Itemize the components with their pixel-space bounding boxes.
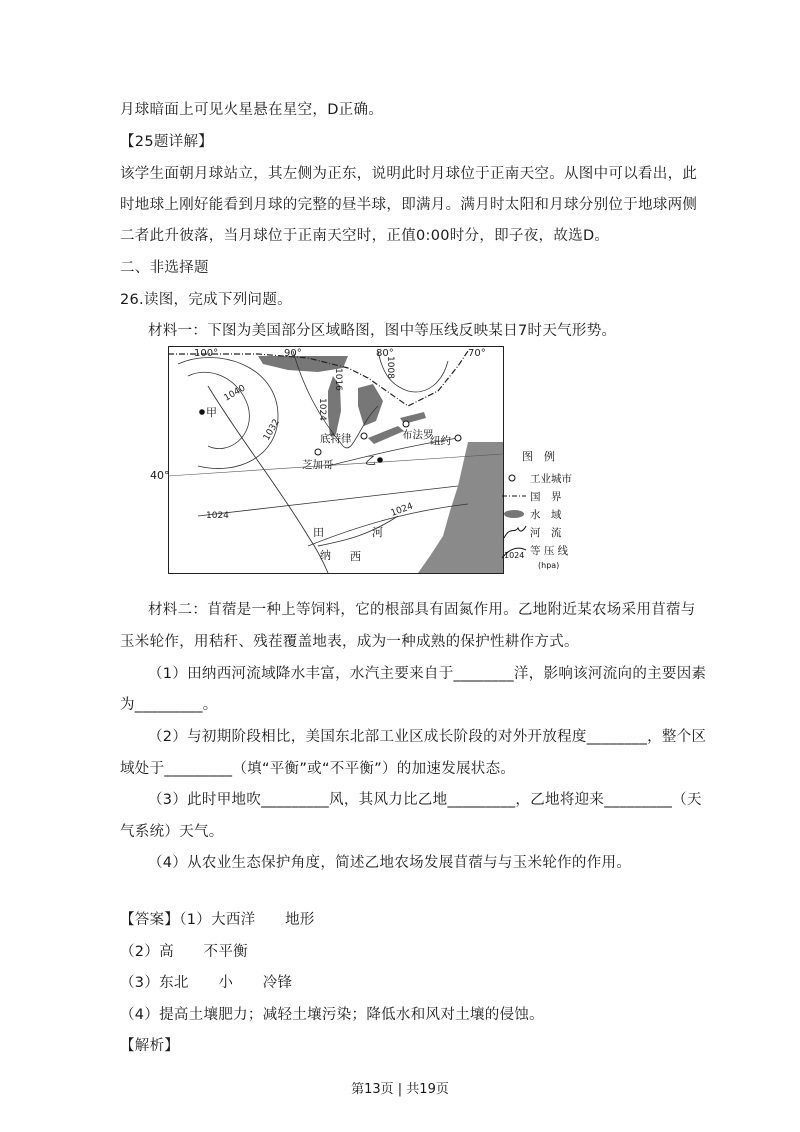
legend-river: 河 流 <box>530 527 562 539</box>
us-region-map <box>168 346 504 574</box>
legend-city-icon <box>509 475 515 481</box>
city-detroit: 底特律 <box>320 433 352 445</box>
lon-label: 90° <box>284 348 302 359</box>
city-buffalo: 布法罗 <box>402 429 434 441</box>
question-4: （4）从农业生态保护角度，简述乙地农场发展苜蓿与与玉米轮作的作用。 <box>148 855 632 871</box>
isobar-label: 1024 <box>206 511 229 521</box>
isobar-label: 1040 <box>222 383 248 404</box>
answer-line: （4）提高土壤肥力；减轻土壤污染；降低水和风对土壤的侵蚀。 <box>120 1007 544 1023</box>
text-line: 二者此升彼落，当月球位于正南天空时，正值0:00时分，即子夜，故选D。 <box>120 228 610 244</box>
text-line: 气系统）天气。 <box>120 824 224 840</box>
section-heading: 【25题详解】 <box>120 134 214 150</box>
text-line: 该学生面朝月球站立，其左侧为正东，说明此时月球位于正南天空。从图中可以看出，此 <box>120 166 698 182</box>
isobar-label: 1016 <box>333 368 343 391</box>
city-detroit-marker <box>361 433 367 439</box>
city-newyork-marker <box>455 435 461 441</box>
map-legend <box>500 446 600 576</box>
legend-water-icon <box>504 510 524 518</box>
isobar-label: 1024 <box>317 398 327 421</box>
lon-label: 80° <box>376 348 394 359</box>
lon-label: 70° <box>468 348 486 359</box>
legend-water: 水 域 <box>530 509 562 521</box>
isobar-label: 1008 <box>385 356 395 379</box>
river-label-char: 纳 <box>320 549 331 562</box>
text-line: 月球暗面上可见火星悬在星空，D正确。 <box>120 102 384 118</box>
text-line: 为_________。 <box>120 697 218 713</box>
legend-isobar: 等 压 线 <box>530 545 569 557</box>
question-1: （1）田纳西河流域降水丰富，水汽主要来自于________洋，影响该河流向的主要因素 <box>148 666 707 682</box>
isobar-label: 1024 <box>389 501 415 519</box>
city-buffalo-marker <box>403 421 409 427</box>
legend-border: 国 界 <box>530 491 562 503</box>
lat-label: 40° <box>150 469 170 482</box>
question-3: （3）此时甲地吹_________风，其风力比乙地_________，乙地将迎来_________（天 <box>148 792 702 808</box>
question-2: （2）与初期阶段相比，美国东北部工业区成长阶段的对外开放程度________，整个区 <box>148 729 707 745</box>
city-chicago: 芝加哥 <box>302 459 334 471</box>
location-jia-marker <box>199 409 205 415</box>
legend-title: 图 例 <box>522 450 555 463</box>
text-line: 玉米轮作，用秸秆、残茬覆盖地表，成为一种成熟的保护性耕作方式。 <box>120 634 579 650</box>
text-line: 域处于_________（填“平衡”或“不平衡”）的加速发展状态。 <box>120 761 516 777</box>
river-label-char: 河 <box>372 526 383 539</box>
question-title: 26.读图，完成下列问题。 <box>120 292 292 308</box>
material-two: 材料二：苜蓿是一种上等饲料，它的根部具有固氮作用。乙地附近某农场采用苜蓿与 <box>148 602 696 618</box>
legend-river-icon <box>504 526 526 538</box>
legend-city: 工业城市 <box>530 473 572 485</box>
analysis-heading: 【解析】 <box>120 1038 180 1054</box>
location-yi: 乙 <box>365 454 376 467</box>
material-one: 材料一：下图为美国部分区域略图，图中等压线反映某日7时天气形势。 <box>148 323 617 339</box>
answer-line: （3）东北 小 冷锋 <box>120 975 293 991</box>
isobar-label: 1032 <box>261 417 283 443</box>
location-yi-marker <box>377 457 383 463</box>
location-jia: 甲 <box>206 406 217 419</box>
text-line: 时地球上刚好能看到月球的完整的昼半球，即满月。满月时太阳和月球分别位于地球两侧 <box>120 197 698 213</box>
section-heading: 二、非选择题 <box>120 260 209 276</box>
answer-line: （2）高 不平衡 <box>120 944 248 960</box>
city-chicago-marker <box>315 449 321 455</box>
lon-label: 100° <box>194 348 219 359</box>
page-footer: 第13页 | 共19页 <box>351 1082 449 1097</box>
legend-isobar-value: 1024 <box>504 551 525 560</box>
river-label-char: 田 <box>313 526 324 539</box>
legend-unit: (hpa) <box>538 561 560 570</box>
river-label-char: 西 <box>350 550 361 563</box>
city-newyork: 纽约 <box>430 435 451 447</box>
answer-heading: 【答案】（1）大西洋 地形 <box>120 912 315 928</box>
